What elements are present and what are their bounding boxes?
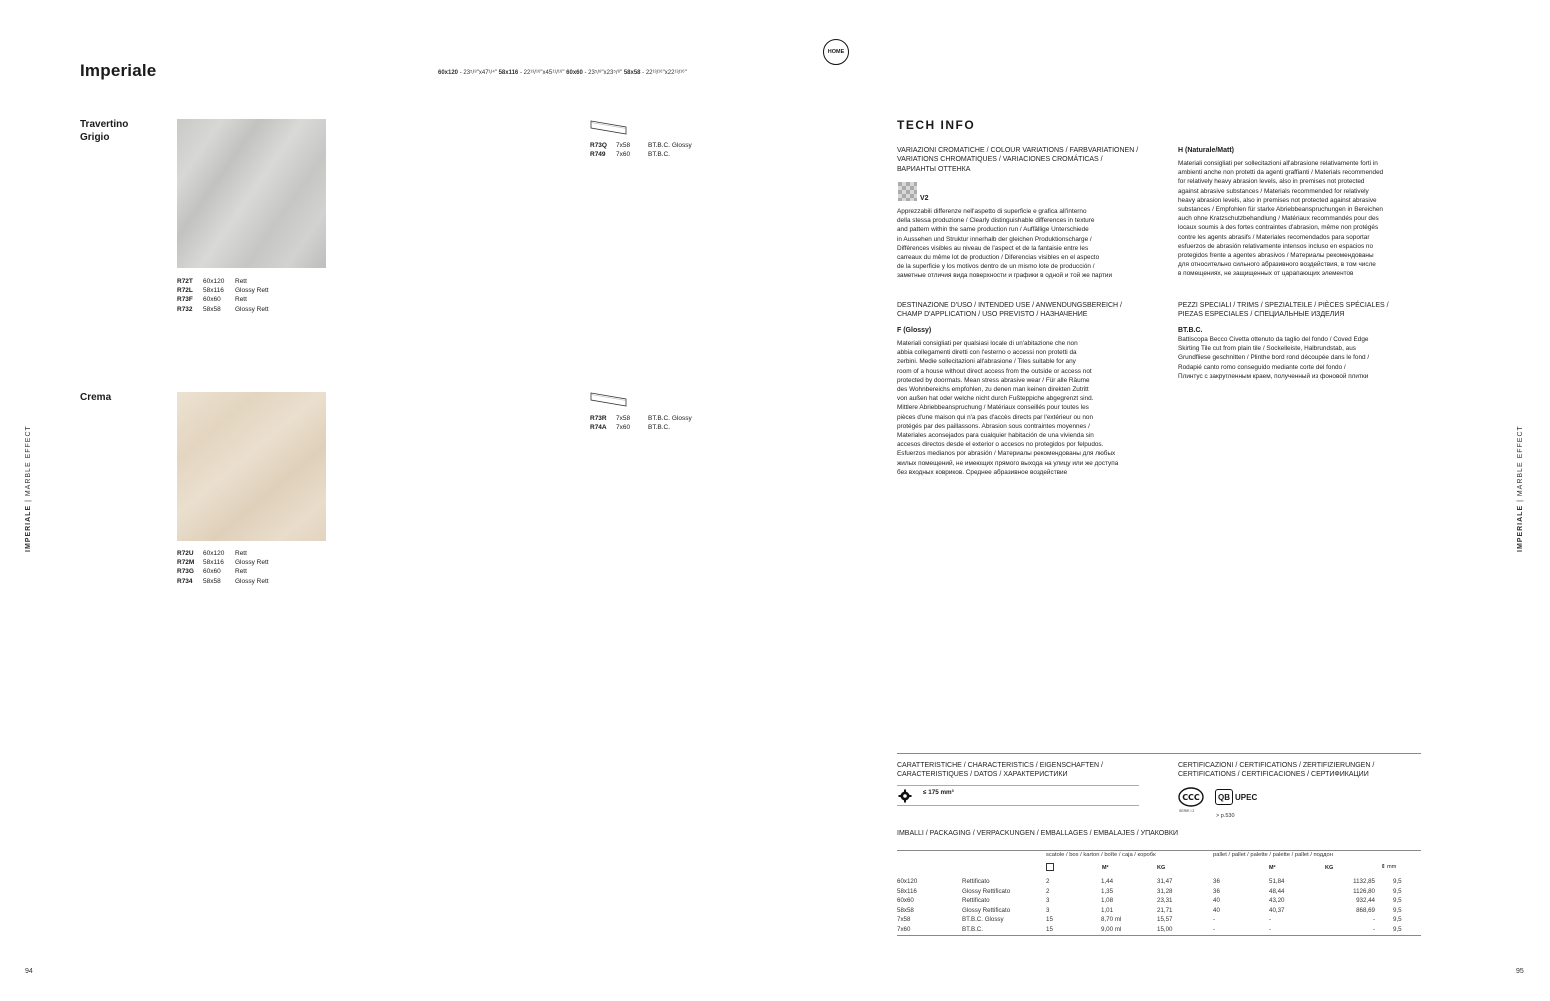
pallet-header: pallet / pallet / palette / palette / pallet / поддон	[1213, 852, 1333, 858]
text-line: ambienti anche non protetti da agenti graffianti / Materials recommended	[1178, 169, 1384, 177]
certification-page-reference[interactable]: > p.530	[1216, 813, 1235, 819]
product-name-line1: Travertino	[80, 119, 129, 130]
code-finish: BT.B.C. Glossy	[648, 142, 692, 149]
cell: BT.B.C. Glossy	[962, 916, 1004, 924]
code-size: 7x58	[616, 142, 631, 149]
cell: 15	[1046, 925, 1053, 933]
product-name-line1: Crema	[80, 392, 112, 403]
cell: 31,28	[1157, 887, 1173, 895]
section-divider	[897, 753, 1421, 754]
code: R73Q	[590, 142, 607, 149]
code-row	[177, 567, 269, 576]
thickness-header	[1381, 864, 1396, 870]
abrasion-description	[1178, 159, 1438, 279]
code-size: 58x116	[203, 559, 224, 567]
cell: 31,47	[1157, 878, 1173, 886]
text-line: Materiali consigliati per qualsiasi locale di un'abitazione che non	[897, 340, 1078, 347]
cell: 9,5	[1393, 887, 1402, 895]
text-line: room of a house without direct access from the outside or access not	[897, 367, 1092, 375]
colour-variation-swatch-icon	[898, 182, 917, 201]
trims-title: BT.B.C.	[1178, 327, 1203, 334]
abrasion-value: ≤ 175 mm³	[923, 789, 954, 796]
page-number-left: 94	[25, 968, 33, 975]
code: R73F	[177, 296, 193, 304]
tech-info-title: TECH INFO	[897, 118, 976, 132]
intended-use-label	[897, 301, 1157, 320]
text-line: accesos directos desde el exterior o accesos no protegidos por felpudos.	[897, 441, 1104, 449]
cell: 23,31	[1157, 897, 1173, 905]
text-line: заметные отличия вида поверхности и графики в одной и той же партии	[897, 272, 1113, 280]
cell: 868,69	[1356, 906, 1375, 914]
cell: 15,00	[1157, 925, 1173, 933]
cell: 51,84	[1269, 878, 1285, 886]
text-line: Différences visibles au niveau de l'aspect et de la fantaisie entre les	[897, 244, 1089, 252]
code-row	[177, 549, 269, 558]
colour-variation-code: V2	[920, 195, 929, 202]
code-finish: BT.B.C. Glossy	[648, 415, 692, 422]
col-mm: mm	[1387, 864, 1397, 870]
cell: 7x60	[897, 925, 911, 933]
trim-code-list	[590, 414, 692, 432]
text-line: protégés par des paillassons. Abrasion sous contraintes moyennes /	[897, 422, 1090, 430]
text-line: and pattern within the same production run / Auffällige Unterschiede	[897, 226, 1089, 234]
code-size: 60x60	[203, 568, 221, 576]
text-line: Skirting Tile cut from plain tile / Sockelleiste, Halbrundstab, aus	[1178, 345, 1356, 353]
cell: 1132,85	[1353, 878, 1375, 886]
text-line: della stessa produzione / Clearly distinguishable differences in texture	[897, 217, 1095, 225]
cell: 40,37	[1269, 906, 1285, 914]
label-line: CHAMP D'APPLICATION / USO PREVISTO / НАЗНАЧЕНИЕ	[897, 311, 1088, 319]
text-line: abbia collegamenti diretti con l'esterno o accessi non protetti da	[897, 349, 1077, 357]
side-label-right	[1517, 425, 1524, 552]
cell: 1,44	[1101, 878, 1114, 886]
cell: 58x116	[897, 887, 917, 895]
characteristics-bottom-rule	[897, 805, 1139, 806]
side-label-left	[25, 425, 32, 552]
table-row	[897, 877, 1421, 887]
code-row	[590, 414, 692, 423]
label-line: CERTIFICAZIONI / CERTIFICATIONS / ZERTIFIZIERUNGEN /	[1178, 762, 1375, 769]
text-line: Rodapié canto romo conseguido mediante corte del fondo /	[1178, 363, 1346, 371]
cell: 60x120	[897, 878, 918, 886]
text-line: heavy abrasion levels, also in premises not protected against abrasive	[1178, 196, 1377, 204]
product-name-crema	[80, 391, 111, 404]
tile-code-list	[177, 277, 269, 314]
upec-label: UPEC	[1235, 793, 1258, 802]
size-1-imperial: - 23⁵/⁸"x47¹/⁴"	[458, 70, 499, 76]
side-label-bold: IMPERIALE	[1517, 504, 1524, 552]
text-line: carreaux du même lot de production / Diferencias visibles en el aspecto	[897, 254, 1100, 262]
code: R72L	[177, 287, 193, 295]
cell: 9,00 ml	[1101, 925, 1122, 933]
col-m2-pallet: M²	[1269, 865, 1276, 871]
cell: -	[1269, 925, 1272, 933]
home-button[interactable]: HOME	[823, 39, 849, 65]
code-finish: Rett	[235, 550, 247, 557]
code-row	[590, 141, 692, 150]
cell: 2	[1046, 887, 1050, 895]
text-line: protected by doormats. Mean stress abrasive wear / Für alle Räume	[897, 376, 1090, 384]
cell: 3	[1046, 897, 1050, 905]
text-line: contre les agents abrasifs / Materiales recomendados para soportar	[1178, 233, 1370, 241]
size-2: 58x116	[498, 70, 519, 76]
code: R749	[590, 151, 606, 159]
label-line: PEZZI SPECIALI / TRIMS / SPEZIALTEILE / PIÈCES SPÉCIALES /	[1178, 302, 1389, 309]
cell: 1,35	[1101, 887, 1114, 895]
qb-certification-icon: QB	[1215, 789, 1233, 805]
size-1: 60x120	[438, 70, 459, 76]
code-finish: Rett	[235, 568, 247, 576]
text-line: against abrasive substances / Materials recommended for relatively	[1178, 187, 1369, 195]
cell: BT.B.C.	[962, 925, 983, 933]
cell: -	[1372, 916, 1375, 924]
text-line: Apprezzabili differenze nell'aspetto di superficie e grafica all'interno	[897, 208, 1087, 215]
text-line: auch ohne Kratzschutzbehandlung / Matériaux recommandés pour des	[1178, 215, 1379, 223]
thickness-icon: ⇕	[1381, 864, 1386, 870]
code-row	[177, 295, 269, 304]
skirting-trim-icon	[590, 120, 628, 135]
code-row	[590, 150, 692, 159]
abrasion-gear-icon	[898, 789, 912, 803]
code-finish: Rett	[235, 296, 247, 304]
packaging-label: IMBALLI / PACKAGING / VERPACKUNGEN / EMBALLAGES / EMBALAJES / УПАКОВКИ	[897, 830, 1179, 837]
tile-image-crema	[177, 392, 326, 541]
intended-use-title: F (Glossy)	[897, 327, 932, 334]
colour-variations-label	[897, 146, 1157, 174]
code-size: 58x58	[203, 577, 221, 585]
col-kg-pallet: KG	[1325, 865, 1334, 871]
size-list	[438, 70, 687, 76]
text-line: esfuerzos de abrasión relativamente intensos incluso en espacios no	[1178, 242, 1374, 250]
cell: 36	[1213, 878, 1220, 886]
text-line: in Aussehen und Struktur innerhalb der gleichen Produktionscharge /	[897, 235, 1092, 243]
col-m2-box: M²	[1102, 865, 1109, 871]
cell: -	[1213, 925, 1216, 933]
code-finish: Glossy Rett	[235, 305, 269, 313]
code: R72T	[177, 278, 193, 285]
table-row	[897, 906, 1421, 916]
code-row	[177, 305, 269, 314]
cell: 932,44	[1356, 897, 1375, 905]
cell: 15,57	[1157, 916, 1173, 924]
tile-code-list	[177, 549, 269, 586]
code: R734	[177, 577, 193, 585]
code-size: 60x120	[203, 278, 225, 285]
cell: 1,01	[1101, 906, 1114, 914]
cell: Rettificato	[962, 897, 990, 905]
size-3: 60x60	[566, 70, 583, 76]
cell: Rettificato	[962, 878, 990, 886]
code-finish: BT.B.C.	[648, 424, 671, 432]
size-2-imperial: - 22¹³/¹⁶"x45¹¹/¹⁶"	[518, 70, 567, 76]
cell: 3	[1046, 906, 1050, 914]
table-row	[897, 915, 1421, 925]
cell: 21,71	[1157, 906, 1173, 914]
text-line: Materiali consigliati per sollecitazioni all'abrasione relativamente forti in	[1178, 160, 1378, 167]
text-line: Плинтус с закругленным краем, полученный из фоновой плитки	[1178, 372, 1369, 380]
text-line: pièces d'une maison qui n'a pas d'accès directs par l'extérieur ou non	[897, 413, 1094, 421]
packaging-table	[897, 877, 1421, 934]
code-finish: Rett	[235, 278, 247, 285]
cell: -	[1372, 925, 1375, 933]
certifications-label	[1178, 761, 1438, 780]
intended-use-description	[897, 339, 1167, 477]
code: R72U	[177, 550, 194, 557]
cell: 1126,80	[1353, 887, 1375, 895]
packaging-bottom-rule	[897, 935, 1421, 936]
cell: 9,5	[1393, 897, 1402, 905]
abrasion-class-title: H (Naturale/Matt)	[1178, 147, 1235, 154]
col-kg-box: KG	[1157, 865, 1166, 871]
text-line: без входных ковриков. Среднее абразивное воздействие	[897, 468, 1068, 476]
text-line: Materiales aconsejados para cualquier habitación de una vivienda sin	[897, 432, 1094, 440]
skirting-trim-icon	[590, 392, 628, 407]
trim-code-list	[590, 141, 692, 159]
cell: -	[1213, 916, 1216, 924]
cell: 9,5	[1393, 916, 1402, 924]
size-4: 58x58	[623, 70, 641, 76]
label-line: CERTIFICATIONS / CERTIFICACIONES / СЕРТИФИКАЦИИ	[1178, 771, 1369, 779]
cell: 9,5	[1393, 878, 1402, 886]
cell: 60x60	[897, 897, 914, 905]
page-title: Imperiale	[80, 61, 157, 80]
characteristics-top-rule	[897, 785, 1139, 786]
code-finish: Glossy Rett	[235, 287, 269, 295]
ccc-caption: SERIE I 2	[1179, 809, 1195, 813]
label-line: DESTINAZIONE D'USO / INTENDED USE / ANWENDUNGSBEREICH /	[897, 302, 1122, 309]
text-line: Esfuerzos medianos por abrasión / Материалы рекомендованы для любых	[897, 450, 1116, 458]
table-row	[897, 896, 1421, 906]
code-row	[177, 277, 269, 286]
text-line: von außen hat oder welche nicht durch Fußteppiche abgegrenzt sind.	[897, 395, 1094, 403]
text-line: Mittlere Abriebbeanspruchung / Matériaux conseillés pour toutes les	[897, 404, 1089, 412]
code-size: 7x60	[616, 424, 631, 432]
code-size: 7x60	[616, 151, 631, 159]
ccc-certification-icon	[1178, 787, 1204, 809]
text-line: de la superficie y los motivos dentro de un mismo lote de producción /	[897, 263, 1095, 271]
cell: 36	[1213, 887, 1220, 895]
box-icon	[1046, 863, 1054, 871]
code-size: 58x116	[203, 287, 224, 295]
text-line: des Wohnbereichs empfohlen, zu denen man keinen direkten Zutritt	[897, 386, 1089, 394]
code-row	[177, 558, 269, 567]
text-line: protegidos frente a agentes abrasivos / Материалы рекомендованы	[1178, 252, 1374, 260]
box-header: scatole / box / karton / boîte / caja / коробк	[1046, 852, 1156, 858]
cell: Glossy Rettificato	[962, 906, 1011, 914]
code: R732	[177, 305, 193, 313]
label-line: VARIAZIONI CROMATICHE / COLOUR VARIATIONS / FARBVARIATIONEN /	[897, 147, 1139, 154]
code-size: 60x60	[203, 296, 221, 304]
characteristics-label	[897, 761, 1157, 780]
cell: 9,5	[1393, 925, 1402, 933]
size-4-imperial: - 22¹³/¹⁶"x22¹³/¹⁶"	[640, 70, 687, 76]
code-finish: Glossy Rett	[235, 559, 269, 567]
code: R74A	[590, 424, 607, 432]
cell: 58x58	[897, 906, 914, 914]
size-3-imperial: - 23⁵/⁸"x23⁵/⁸"	[582, 70, 624, 76]
code: R72M	[177, 559, 195, 567]
cell: 43,20	[1269, 897, 1285, 905]
cell: 48,44	[1269, 887, 1285, 895]
cell: Glossy Rettificato	[962, 887, 1011, 895]
code-finish: Glossy Rett	[235, 577, 269, 585]
svg-text:CCC: CCC	[1182, 793, 1200, 802]
text-line: жилых помещений, не имеющих прямого выхода на улицу или же доступа	[897, 459, 1119, 467]
cell: -	[1269, 916, 1272, 924]
label-line: PIEZAS ESPECIALES / СПЕЦИАЛЬНЫЕ ИЗДЕЛИЯ	[1178, 311, 1345, 319]
side-label-rest: | MARBLE EFFECT	[25, 425, 32, 505]
cell: 15	[1046, 916, 1053, 924]
label-line: CARATTERISTICHE / CHARACTERISTICS / EIGENSCHAFTEN /	[897, 762, 1104, 769]
product-name-travertino-grigio	[80, 118, 128, 144]
side-label-bold: IMPERIALE	[25, 504, 32, 552]
text-line: zerbini. Medie sollecitazioni all'abrasione / Tiles suitable for any	[897, 358, 1076, 366]
text-line: substances / Empfohlen für starke Abriebbeanspruchungen in Bereichen	[1178, 206, 1383, 214]
colour-variation-description	[897, 207, 1167, 281]
label-line: ВАРИАНТЫ ОТТЕНКА	[897, 165, 971, 173]
trims-label	[1178, 301, 1438, 320]
text-line: Battiscopa Becco Civetta ottenuto da taglio del fondo / Coved Edge	[1178, 336, 1369, 343]
trims-description	[1178, 335, 1438, 381]
text-line: в помещениях, не защищенных от царапающих элементов	[1178, 270, 1354, 278]
table-row	[897, 925, 1421, 935]
code-size: 60x120	[203, 550, 225, 557]
code: R73R	[590, 415, 607, 422]
side-label-rest: | MARBLE EFFECT	[1517, 425, 1524, 505]
cell: 2	[1046, 878, 1050, 886]
packaging-top-rule	[897, 850, 1421, 851]
code-row	[590, 423, 692, 432]
cell: 7x58	[897, 916, 911, 924]
code-row	[177, 577, 269, 586]
label-line: VARIATIONS CHROMATIQUES / VARIACIONES CROMÁTICAS /	[897, 156, 1103, 164]
product-name-line2: Grigio	[80, 132, 110, 143]
table-row	[897, 887, 1421, 897]
text-line: for relatively heavy abrasion levels, also in premises not protected	[1178, 178, 1365, 186]
code-size: 58x58	[203, 305, 221, 313]
cell: 40	[1213, 906, 1220, 914]
code: R73G	[177, 568, 194, 576]
tile-image-travertino-grigio	[177, 119, 326, 268]
text-line: для относительно сильного абразивного воздействия, в том числе	[1178, 261, 1376, 269]
cell: 9,5	[1393, 906, 1402, 914]
cell: 40	[1213, 897, 1220, 905]
cell: 8,70 ml	[1101, 916, 1122, 924]
label-line: CARACTERISTIQUES / DATOS / ХАРАКТЕРИСТИКИ	[897, 771, 1068, 779]
text-line: Grundfliese geschnitten / Plinthe bord rond découpée dans le fond /	[1178, 354, 1370, 362]
text-line: locaux soumis à des fortes contraintes d'abrasion, même non protégés	[1178, 224, 1379, 232]
code-size: 7x58	[616, 415, 631, 422]
code-row	[177, 286, 269, 295]
cell: 1,08	[1101, 897, 1114, 905]
code-finish: BT.B.C.	[648, 151, 671, 159]
page-number-right: 95	[1516, 968, 1524, 975]
